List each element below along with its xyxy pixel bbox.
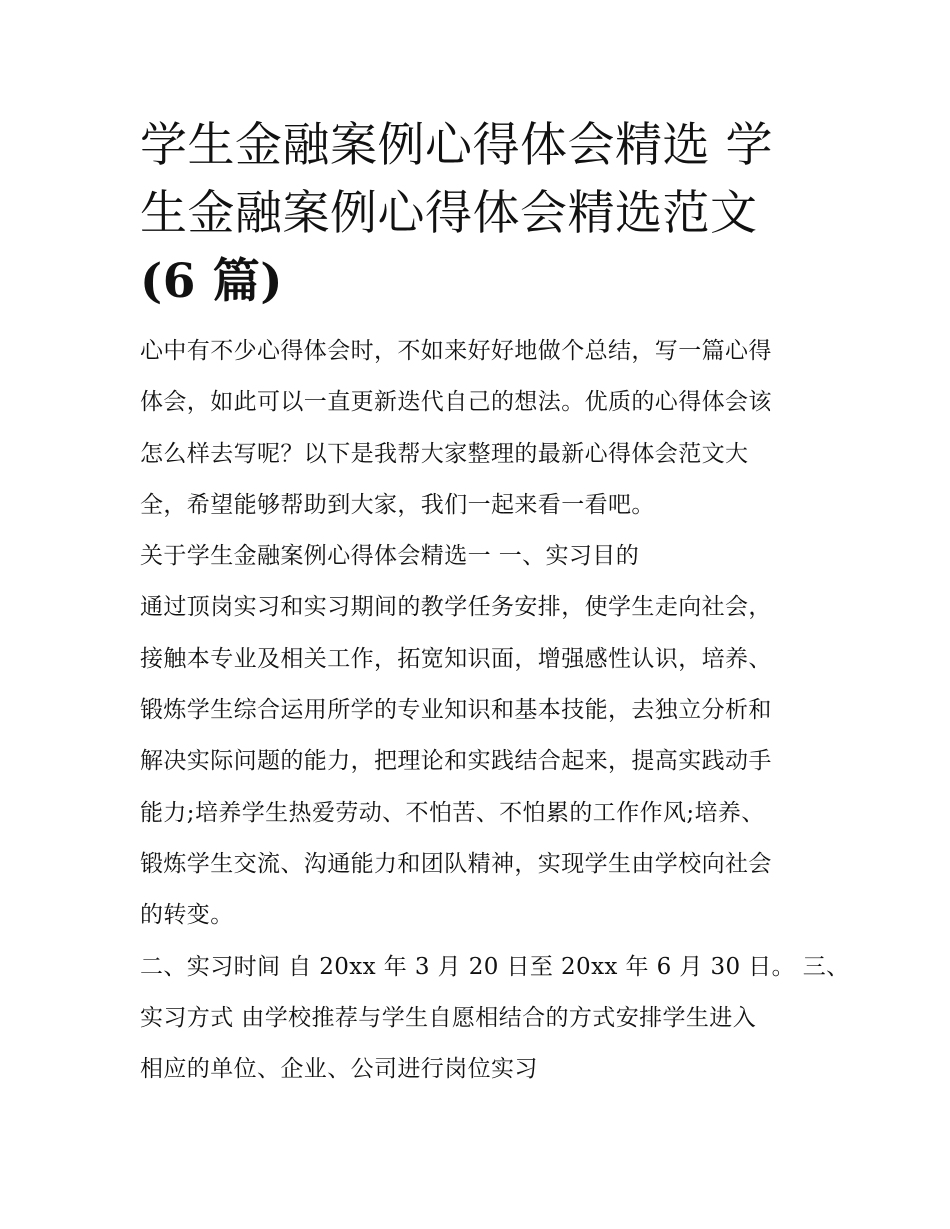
title-line-3: (6 篇) [140,254,284,309]
text-line: 全，希望能够帮助到大家，我们一起来看一看吧。 [140,491,655,518]
text-line: 锻炼学生综合运用所学的专业知识和基本技能，去独立分析和 [140,697,772,724]
section-1 [140,531,816,941]
text-line: 相应的单位、企业、公司进行岗位实习 [140,1056,538,1083]
text-line: 锻炼学生交流、沟通能力和团队精神，实现学生由学校向社会 [140,850,772,877]
text-line: 体会，如此可以一直更新迭代自己的想法。优质的心得体会该 [140,389,772,416]
text-line: 通过顶岗实习和实习期间的教学任务安排，使学生走向社会， [140,594,772,621]
text-line: 解决实际问题的能力，把理论和实践结合起来，提高实践动手 [140,748,772,775]
text-line: 实习方式 由学校推荐与学生自愿相结合的方式安排学生进入 [140,1004,757,1031]
title-line-2: 生金融案例心得体会精选范文 [140,186,758,241]
text-line: 心中有不少心得体会时，不如来好好地做个总结，写一篇心得 [140,338,772,364]
text-line: 怎么样去写呢？以下是我帮大家整理的最新心得体会范文大 [140,440,749,467]
text-line: 接触本专业及相关工作，拓宽知识面，增强感性认识，培养、 [140,645,772,672]
section-1-heading: 关于学生金融案例心得体会精选一 一、实习目的 [140,543,640,570]
text-line: 二、实习时间 自 20xx 年 3 月 20 日至 20xx 年 6 月 30 日。 三、 [140,953,850,980]
intro-paragraph [140,326,816,531]
title-line-1: 学生金融案例心得体会精选 学 [140,118,773,173]
document-title [140,112,816,316]
section-2 [140,942,850,1096]
document-content [140,112,850,1095]
text-line: 能力;培养学生热爱劳动、不怕苦、不怕累的工作作风;培养、 [140,799,765,826]
text-line: 的转变。 [140,902,234,929]
